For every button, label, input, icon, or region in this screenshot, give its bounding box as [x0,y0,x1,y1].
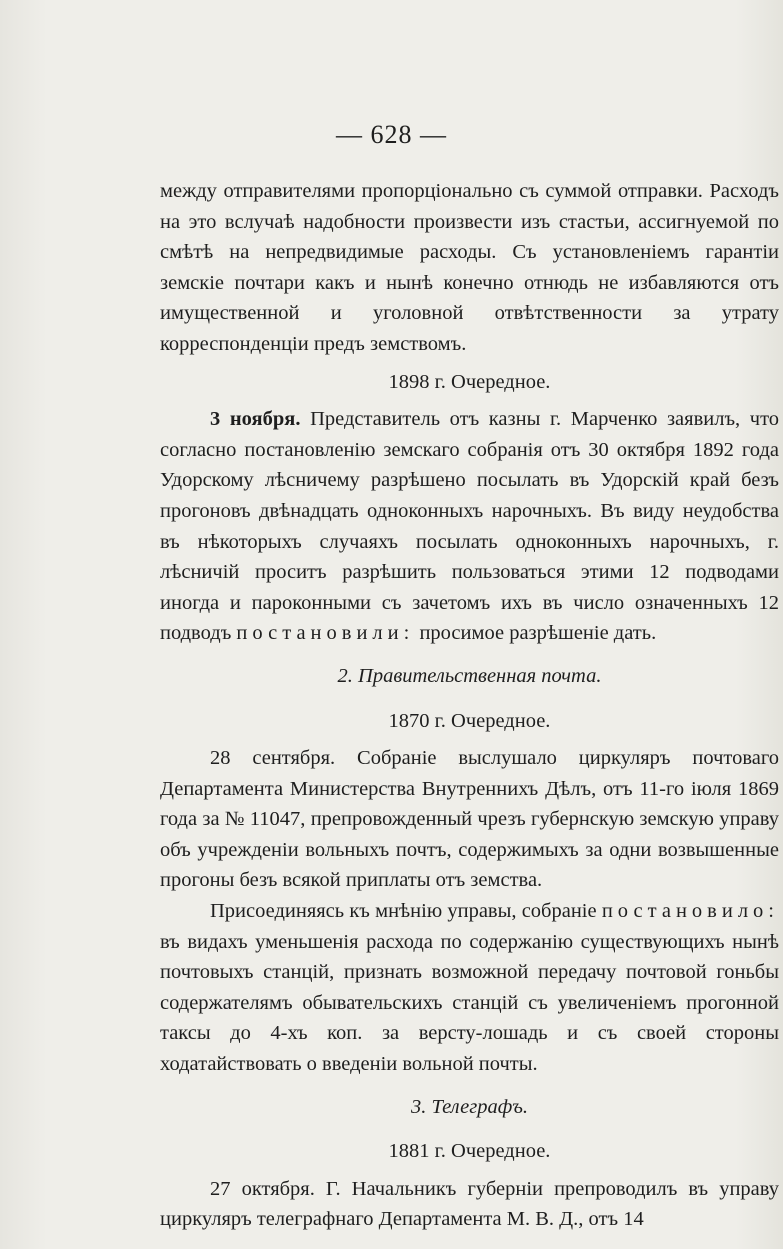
paragraph-2-text: Представитель отъ казны г. Марченко заявилъ, что согласно постановленію земскаго собранія отъ 30 октября 1892 года Удорскому лѣсничему разрѣшено посылать въ Удорскій край безъ прогоновъ двѣнадцать одноконныхъ нарочныхъ. Въ виду неудобства въ нѣкоторыхъ случаяхъ посылать одноконныхъ нарочныхъ, г. лѣсничій проситъ разрѣшить пользоваться этими 12 подводами иногда и пароконными съ зачетомъ ихъ въ число означенныхъ 12 подводъ [160,408,780,645]
page-number: — 628 — [336,120,447,149]
resolution-word-2: постановило: [601,900,779,923]
section-heading-telegraph: 3. Телеграфъ. [410,1095,529,1118]
paragraph-4-end: въ видахъ уменьшенія расхода по содержанію существующихъ нынѣ почтовыхъ станцій, признать возможной передачу почтовой гоньбы содержателямъ обывательскихъ станцій съ увеличеніемъ прогонной таксы до 4-хъ коп. за версту-лошадь и съ своей стороны ходатайствовать о введеніи вольной почты. [160,930,779,1076]
paragraph-4-start: Присоединяясь къ мнѣнію управы, собраніе [210,900,597,923]
section-heading-government-post: 2. Правительственная почта. [337,664,602,687]
paragraph-1: между отправителями пропорціонально съ суммой отправки. Расходъ на это вслучаѣ надобности произвести изъ стастьи, ассигнуемой по смѣтѣ на непредвидимые расходы. Съ установленіемъ гарантіи земскіе почтари какъ и нынѣ конечно отнюдь не избавляются отъ имущественной и уголовной отвѣтственности за утрату корреспонденціи предъ земствомъ. [160,180,779,355]
page-text [160,176,779,1235]
heading-1881: 1881 г. Очередное. [388,1140,551,1163]
heading-1870: 1870 г. Очередное. [388,709,551,732]
paragraph-2 [160,404,779,649]
date-label: 3 ноября. [210,408,301,431]
paragraph-2-end: просимое разрѣшеніе дать. [419,622,657,645]
paragraph-5: 27 октября. Г. Начальникъ губерніи препроводилъ въ управу циркуляръ телеграфнаго Департамента М. В. Д., отъ 14 [160,1177,779,1231]
paragraph-4 [160,896,779,1080]
heading-1898: 1898 г. Очередное. [388,370,551,393]
paragraph-3: 28 сентября. Собраніе выслушало циркуляръ почтоваго Департамента Министерства Внутреннихъ Дѣлъ, отъ 11-го іюля 1869 года за № 11047, препровожденный чрезъ губернскую земскую управу объ учрежденіи вольныхъ почтъ, содержимыхъ за одни возвышенные прогоны безъ всякой приплаты отъ земства. [160,747,779,892]
resolution-word: постановили: [236,622,415,645]
